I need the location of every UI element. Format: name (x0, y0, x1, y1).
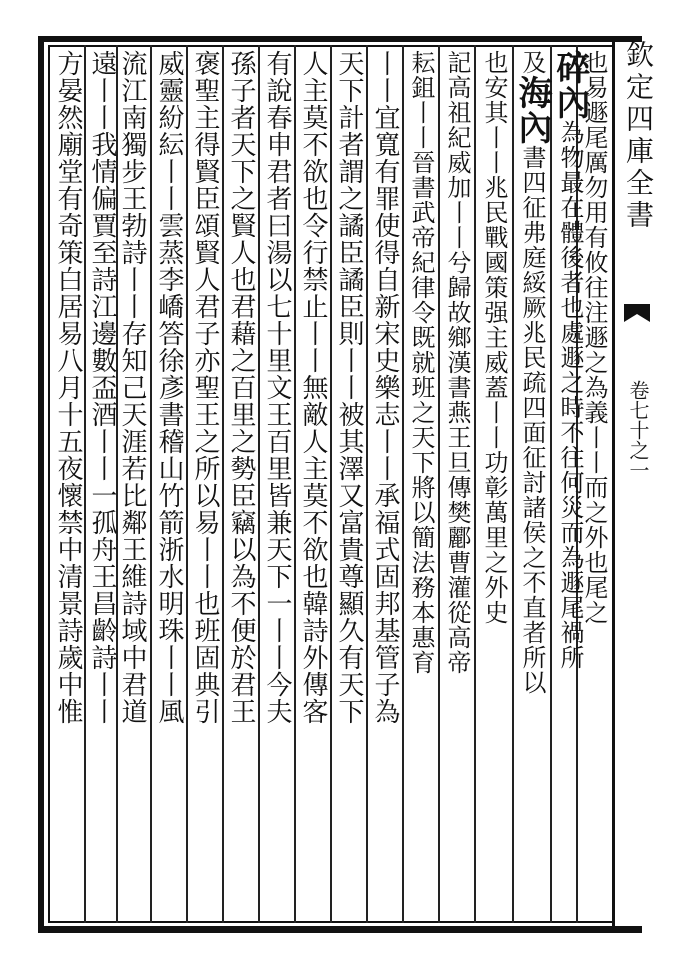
column-body: 為物最在體後者也處遯之時不往何災而為遯尾禍所 (556, 120, 584, 670)
column-rule (84, 45, 86, 923)
text-column-4 (476, 50, 512, 920)
frame-left-border (38, 36, 44, 933)
volume-label (624, 380, 654, 510)
column-text: 流江南獨步王勃詩丨丨存知己天涯若比鄰王維詩域中君道 (117, 50, 147, 725)
column-lead: 及 (518, 50, 546, 75)
text-column-14 (118, 50, 148, 920)
frame-right-border (612, 36, 615, 933)
column-body: 書四征弗庭綏厥兆民疏四面征討諸侯之不直者所以 (518, 145, 546, 695)
column-text: 也易遯尾厲勿用有攸往注遯之為義丨丨而之外也尾之 (580, 50, 608, 625)
inner-left-rule (48, 45, 50, 923)
text-column-2 (552, 50, 588, 920)
text-column-12 (188, 50, 222, 920)
column-text: 方晏然廟堂有奇策白居易八月十五夜懷禁中清景詩歲中惟 (53, 50, 83, 725)
text-column-5 (440, 50, 474, 920)
column-text: 天下計者謂之譎臣譎臣則丨丨被其澤又富貴尊顯久有天下 (334, 50, 364, 725)
text-column-9 (296, 50, 330, 920)
text-column-8 (332, 50, 366, 920)
column-text: 也安其丨丨兆民戰國策强主威蓋丨丨功彰萬里之外史 (480, 50, 508, 625)
text-column-13 (152, 50, 186, 920)
column-text: 記高祖紀威加丨丨兮歸故鄉漢書燕王旦傳樊酈曹灌從高帝 (443, 50, 471, 675)
fish-tail-mark-icon (622, 300, 652, 330)
volume-text: 卷七十之一 (626, 380, 650, 480)
text-column-11 (224, 50, 258, 920)
text-column-10 (260, 50, 294, 920)
headword: 海內 (512, 75, 552, 145)
column-text: 耘鉏丨丨晉書武帝紀律令既就班之天下將以簡法務本惠育 (407, 50, 435, 675)
column-text: 丨丨宜寬有罪使得自新宋史樂志丨丨承福式固邦基管子為 (370, 50, 400, 725)
text-column-7 (368, 50, 402, 920)
column-text: 褒聖主得賢臣頌賢人君子亦聖王之所以易丨丨也班固典引 (190, 50, 220, 725)
headword: 碎內 (550, 50, 590, 120)
book-title: 欽定四庫全書 (622, 40, 655, 232)
frame-bottom-border (40, 926, 642, 933)
text-column-3 (514, 50, 550, 920)
text-column-16 (52, 50, 84, 920)
column-text: 遠丨丨我情偏賈至詩江邊數盃酒丨丨一孤舟王昌齡詩丨丨 (87, 50, 117, 725)
column-text (514, 50, 550, 695)
margin-header (616, 40, 660, 300)
column-text: 有說春申君者曰湯以七十里文王百里皆兼天下一丨丨今夫 (262, 50, 292, 725)
column-text: 人主莫不欲也令行禁止丨丨無敵人主莫不欲也韓詩外傳客 (298, 50, 328, 725)
text-column-15 (86, 50, 117, 920)
text-column-6 (404, 50, 438, 920)
column-text (552, 50, 588, 670)
column-text: 孫子者天下之賢人也君藉之百里之勢臣竊以為不便於君王 (226, 50, 256, 725)
frame-top-border (40, 36, 642, 42)
column-text: 威靈紛紜丨丨雲蒸李嶠答徐彥書稽山竹箭浙水明珠丨丨風 (154, 50, 184, 725)
